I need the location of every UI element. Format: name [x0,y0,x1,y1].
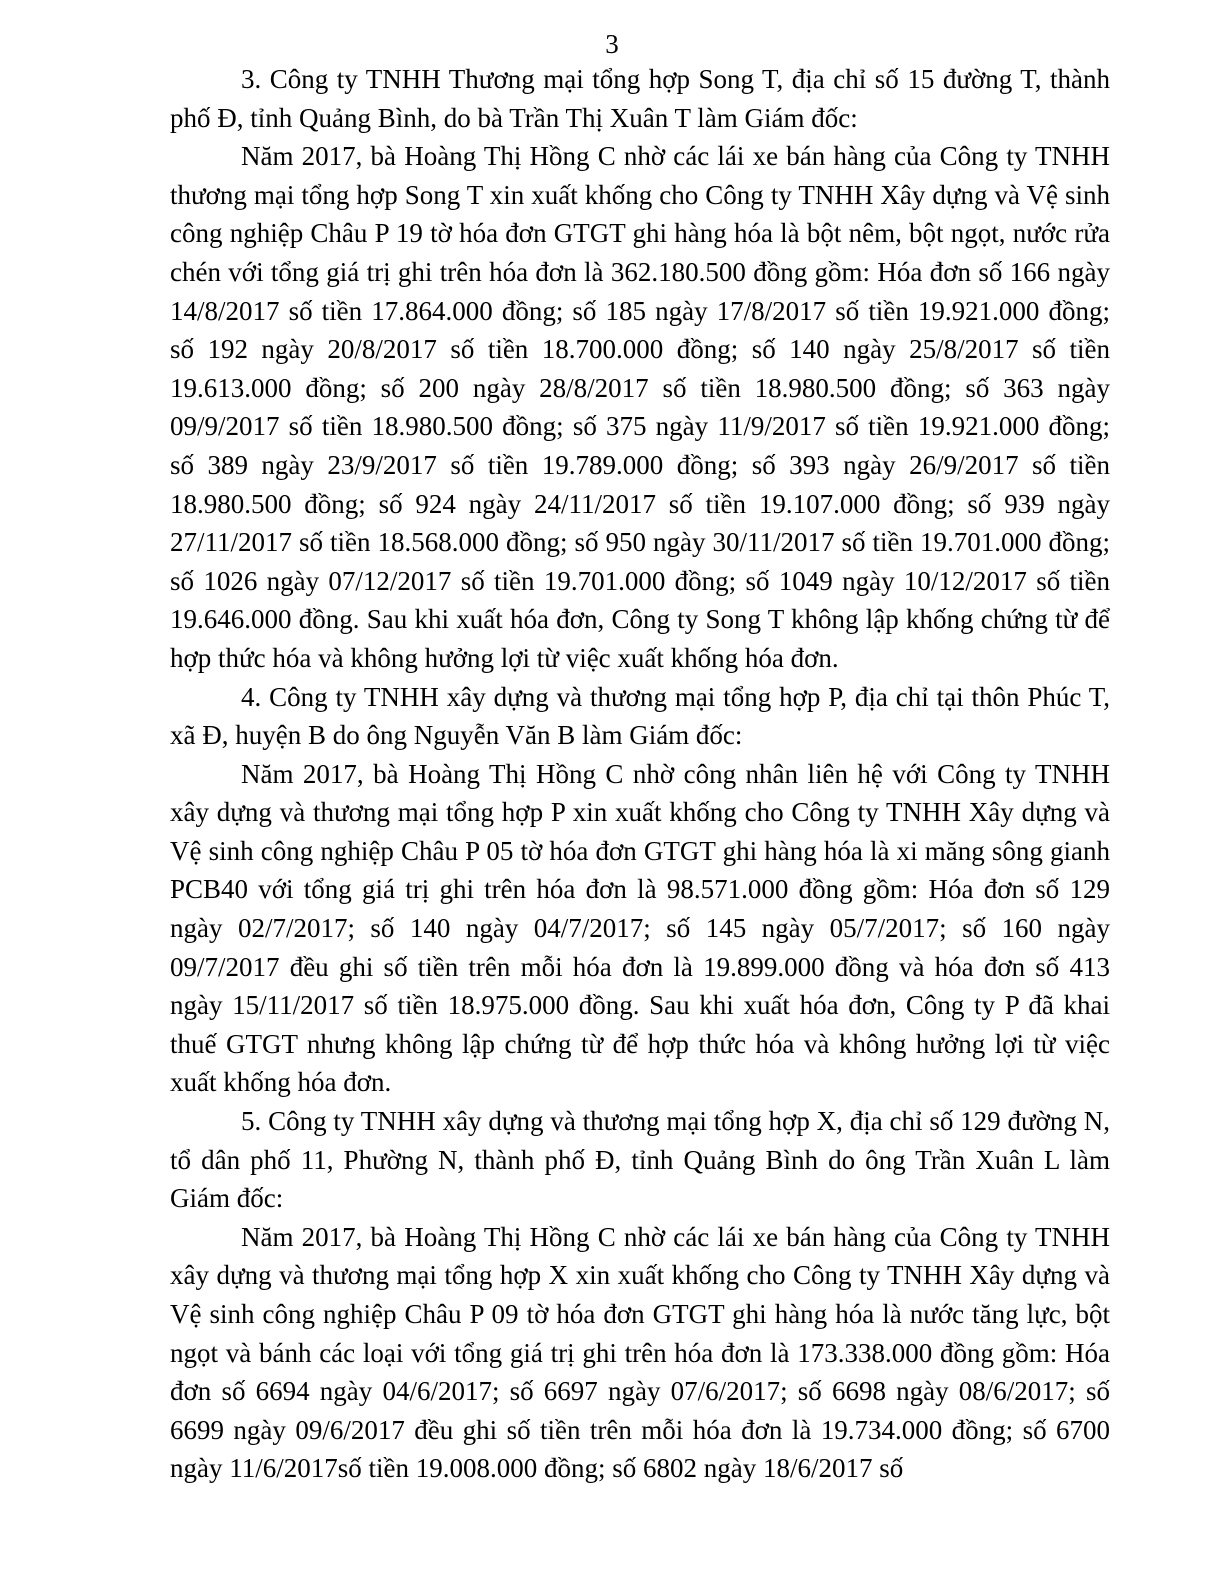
page-number: 3 [605,29,619,59]
document-body [170,60,1110,1488]
paragraph-section-4-heading: 4. Công ty TNHH xây dựng và thương mại tổng hợp P, địa chỉ tại thôn Phúc T, xã Đ, huyện B do ông Nguyễn Văn B làm Giám đốc: [170,681,1110,751]
paragraph-section-5-heading: 5. Công ty TNHH xây dựng và thương mại tổng hợp X, địa chỉ số 129 đường N, tổ dân phố 11, Phường N, thành phố Đ, tỉnh Quảng Bình do ông Trần Xuân L làm Giám đốc: [170,1106,1110,1214]
paragraph-section-5-body: Năm 2017, bà Hoàng Thị Hồng C nhờ các lái xe bán hàng của Công ty TNHH xây dựng và thương mại tổng hợp X xin xuất khống cho Công ty TNHH Xây dựng và Vệ sinh công nghiệp Châu P 09 tờ hóa đơn GTGT ghi hàng hóa là nước tăng lực, bột ngọt và bánh các loại với tổng giá trị ghi trên hóa đơn là 173.338.000 đồng gồm: Hóa đơn số 6694 ngày 04/6/2017; số 6697 ngày 07/6/2017; số 6698 ngày 08/6/2017; số 6699 ngày 09/6/2017 đều ghi số tiền trên mỗi hóa đơn là 19.734.000 đồng; số 6700 ngày 11/6/2017số tiền 19.008.000 đồng; số 6802 ngày 18/6/2017 số [170,1221,1110,1484]
paragraph-section-4-body: Năm 2017, bà Hoàng Thị Hồng C nhờ công nhân liên hệ với Công ty TNHH xây dựng và thương mại tổng hợp P xin xuất khống cho Công ty TNHH Xây dựng và Vệ sinh công nghiệp Châu P 05 tờ hóa đơn GTGT ghi hàng hóa là xi măng sông gianh PCB40 với tổng giá trị ghi trên hóa đơn là 98.571.000 đồng gồm: Hóa đơn số 129 ngày 02/7/2017; số 140 ngày 04/7/2017; số 145 ngày 05/7/2017; số 160 ngày 09/7/2017 đều ghi số tiền trên mỗi hóa đơn là 19.899.000 đồng và hóa đơn số 413 ngày 15/11/2017 số tiền 18.975.000 đồng. Sau khi xuất hóa đơn, Công ty P đã khai thuế GTGT nhưng không lập chứng từ để hợp thức hóa và không hưởng lợi từ việc xuất khống hóa đơn. [170,758,1110,1098]
paragraph-section-3-body: Năm 2017, bà Hoàng Thị Hồng C nhờ các lái xe bán hàng của Công ty TNHH thương mại tổng hợp Song T xin xuất khống cho Công ty TNHH Xây dựng và Vệ sinh công nghiệp Châu P 19 tờ hóa đơn GTGT ghi hàng hóa là bột nêm, bột ngọt, nước rửa chén với tổng giá trị ghi trên hóa đơn là 362.180.500 đồng gồm: Hóa đơn số 166 ngày 14/8/2017 số tiền 17.864.000 đồng; số 185 ngày 17/8/2017 số tiền 19.921.000 đồng; số 192 ngày 20/8/2017 số tiền 18.700.000 đồng; số 140 ngày 25/8/2017 số tiền 19.613.000 đồng; số 200 ngày 28/8/2017 số tiền 18.980.500 đồng; số 363 ngày 09/9/2017 số tiền 18.980.500 đồng; số 375 ngày 11/9/2017 số tiền 19.921.000 đồng; số 389 ngày 23/9/2017 số tiền 19.789.000 đồng; số 393 ngày 26/9/2017 số tiền 18.980.500 đồng; số 924 ngày 24/11/2017 số tiền 19.107.000 đồng; số 939 ngày 27/11/2017 số tiền 18.568.000 đồng; số 950 ngày 30/11/2017 số tiền 19.701.000 đồng; số 1026 ngày 07/12/2017 số tiền 19.701.000 đồng; số 1049 ngày 10/12/2017 số tiền 19.646.000 đồng. Sau khi xuất hóa đơn, Công ty Song T không lập khống chứng từ để hợp thức hóa và không hưởng lợi từ việc xuất khống hóa đơn. [170,141,1110,673]
paragraph-section-3-heading: 3. Công ty TNHH Thương mại tổng hợp Song T, địa chỉ số 15 đường T, thành phố Đ, tỉnh Quảng Bình, do bà Trần Thị Xuân T làm Giám đốc: [170,64,1110,133]
